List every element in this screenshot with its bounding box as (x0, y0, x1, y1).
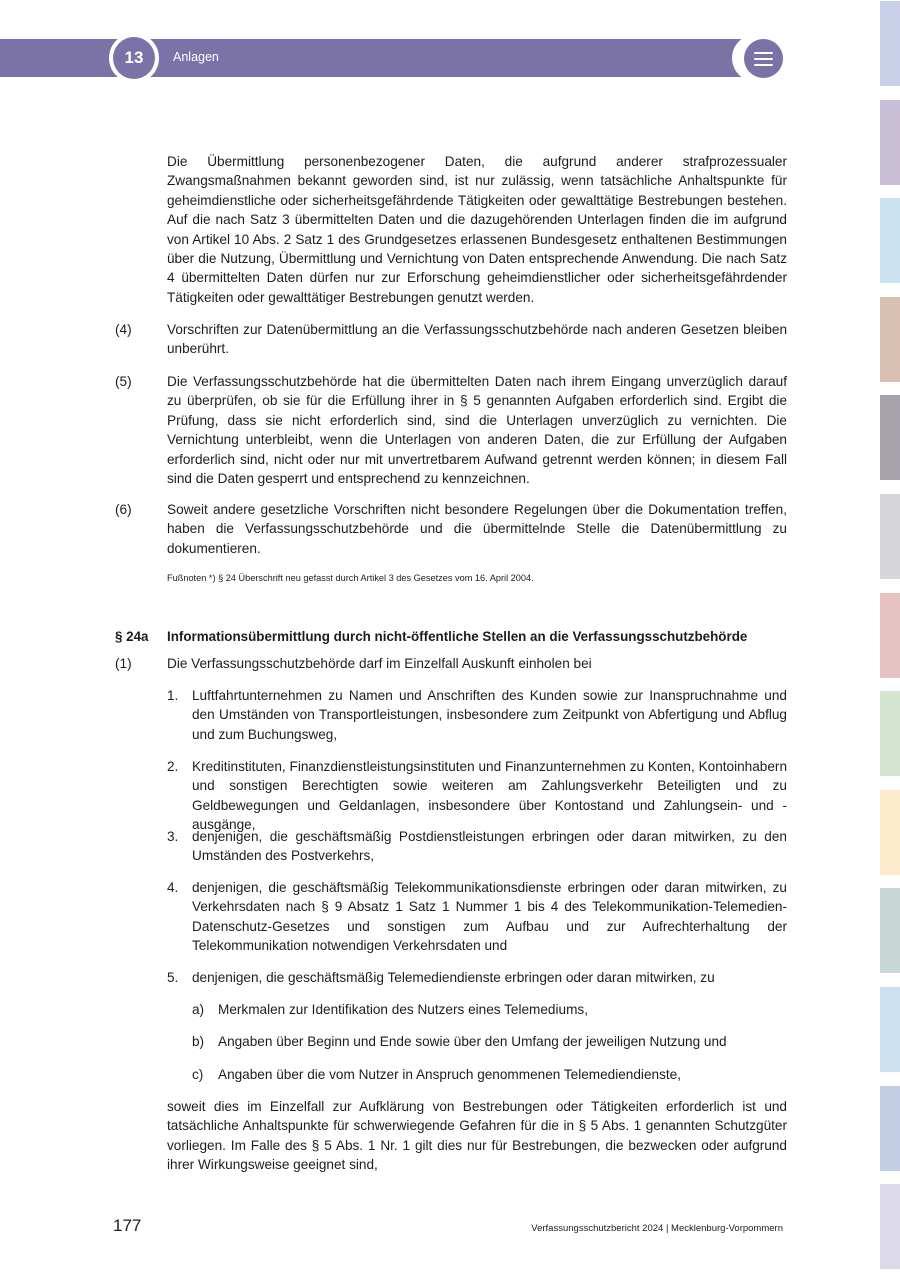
chapter-number-badge[interactable]: 13 (113, 37, 155, 79)
intro-paragraph: Die Übermittlung personenbezogener Daten, die aufgrund anderer strafprozessualer Zwangsmaßnahmen bekannt geworden sind, ist nur zulässig, wenn tatsächliche Anhaltspunkte für geheimdienstliche oder sicherheitsgefährdende Tätigkeiten oder gewalttätige Bestrebungen bestehen. Auf die nach Satz 3 übermittelten Daten und die dazugehörenden Unterlagen finden die im aufgrund von Artikel 10 Abs. 2 Satz 1 des Grundgesetzes erlassenen Bundesgesetz enthaltenen Bestimmungen über die Nutzung, Übermittlung und Vernichtung von Daten entsprechende Anwendung. Die nach Satz 4 übermittelten Daten dürfen nur zur Erforschung geheimdienstlicher oder sicherheitsgefährdender Tätigkeiten oder gewalttätiger Bestrebungen genutzt werden. (167, 154, 787, 305)
list-item-number: 2. (167, 759, 179, 774)
sub-item: Merkmalen zur Identifikation des Nutzers eines Telemediums, (218, 1002, 588, 1017)
list-item-number: 5. (167, 970, 179, 985)
chapter-tab[interactable] (880, 1086, 900, 1171)
chapter-tab[interactable] (880, 297, 900, 382)
chapter-tab[interactable] (880, 1184, 900, 1269)
list-item: denjenigen, die geschäftsmäßig Telekommunikationsdienste erbringen oder daran mitwirken, zu Verkehrsdaten nach § 9 Absatz 1 Satz 1 Nummer 1 bis 4 des Telekommunikation-Telemedien-Datenschutz-Gesetzes und sonstigen zum Aufbau und zur Aufrechterhaltung der Telekommunikation notwendigen Verkehrsdaten und (192, 880, 787, 954)
chapter-tab[interactable] (880, 1, 900, 86)
sub-item-letter: c) (192, 1067, 204, 1082)
page-number: 177 (113, 1216, 142, 1235)
list-item-number: 1. (167, 688, 179, 703)
paragraph-number: (6) (115, 502, 132, 517)
paragraph-text: Soweit andere gesetzliche Vorschriften nicht besondere Regelungen über die Dokumentation treffen, haben die Verfassungsschutzbehörde und die übermittelnde Stelle die Datenübermittlung zu dokumentieren. (167, 502, 787, 556)
chapter-tab[interactable] (880, 494, 900, 579)
list-item: Luftfahrtunternehmen zu Namen und Anschriften des Kunden sowie zur Inanspruchnahme und den Umständen von Transportleistungen, insbesondere zum Zeitpunkt von Abfertigung und Abflug und zum Buchungsweg, (192, 688, 787, 742)
chapter-tab[interactable] (880, 395, 900, 480)
sub-item: Angaben über Beginn und Ende sowie über den Umfang der jeweiligen Nutzung und (218, 1034, 727, 1049)
chapter-tab[interactable] (880, 198, 900, 283)
publication-title: Verfassungsschutzbericht 2024 | Mecklenburg-Vorpommern (531, 1223, 783, 1234)
sub-item-letter: b) (192, 1034, 205, 1049)
paragraph-number: (4) (115, 322, 132, 337)
paragraph-text: Die Verfassungsschutzbehörde hat die übermittelten Daten nach ihrem Eingang unverzüglich darauf zu überprüfen, ob sie für die Erfüllung ihrer in § 5 genannten Aufgaben erforderlich sind. Ergibt die Prüfung, dass sie nicht erforderlich sind, sind die Unterlagen unverzüglich zu vernichten. Die Vernichtung unterbleibt, wenn die Unterlagen von anderen Daten, die zur Erfüllung der Aufgaben erforderlich sind, nicht oder nur mit unvertretbarem Aufwand getrennt werden können; in diesem Fall sind die Daten gesperrt und entsprechend zu kennzeichnen. (167, 374, 787, 487)
list-item: Kreditinstituten, Finanzdienstleistungsinstituten und Finanzunternehmen zu Konten, Kontoinhabern und sonstigen Berechtigten sowie weiteren am Zahlungsverkehr Beteiligten und zu Geldbewegungen und Geldanlagen, insbesondere über Kontostand und Zahlungsein- und -ausgänge, (192, 759, 787, 833)
chapter-tab[interactable] (880, 593, 900, 678)
chapter-tab[interactable] (880, 691, 900, 776)
list-item-number: 3. (167, 829, 179, 844)
sub-item-letter: a) (192, 1002, 205, 1017)
chapter-tab[interactable] (880, 987, 900, 1072)
paragraph-text: Vorschriften zur Datenübermittlung an die Verfassungsschutzbehörde nach anderen Gesetzen bleiben unberührt. (167, 322, 787, 357)
paragraph-text: Die Verfassungsschutzbehörde darf im Einzelfall Auskunft einholen bei (167, 656, 592, 671)
hamburger-menu-icon[interactable] (744, 39, 783, 78)
sub-item: Angaben über die vom Nutzer in Anspruch genommenen Telemediendienste, (218, 1067, 681, 1082)
chapter-tab[interactable] (880, 790, 900, 875)
paragraph-number: (1) (115, 656, 132, 671)
section-number: § 24a (115, 629, 149, 644)
paragraph-number: (5) (115, 374, 132, 389)
chapter-tab[interactable] (880, 100, 900, 185)
chapter-title[interactable]: Anlagen (173, 50, 219, 64)
chapter-tab[interactable] (880, 888, 900, 973)
list-item-number: 4. (167, 880, 179, 895)
list-item: denjenigen, die geschäftsmäßig Telemediendienste erbringen oder daran mitwirken, zu (192, 970, 715, 985)
closing-paragraph: soweit dies im Einzelfall zur Aufklärung von Bestrebungen oder Tätigkeiten erforderlich ist und tatsächliche Anhaltspunkte für schwerwiegende Gefahren für die in § 5 Abs. 1 genannten Schutzgüter vorliegen. Im Falle des § 5 Abs. 1 Nr. 1 gilt dies nur für Bestrebungen, die bezwecken oder aufgrund ihrer Wirkungsweise geeignet sind, (167, 1099, 787, 1173)
list-item: denjenigen, die geschäftsmäßig Postdienstleistungen erbringen oder daran mitwirken, zu den Umständen des Postverkehrs, (192, 829, 787, 864)
footnote: Fußnoten *) § 24 Überschrift neu gefasst durch Artikel 3 des Gesetzes vom 16. April 2004. (167, 573, 534, 583)
section-title: Informationsübermittlung durch nicht-öffentliche Stellen an die Verfassungsschutzbehörde (167, 629, 748, 644)
